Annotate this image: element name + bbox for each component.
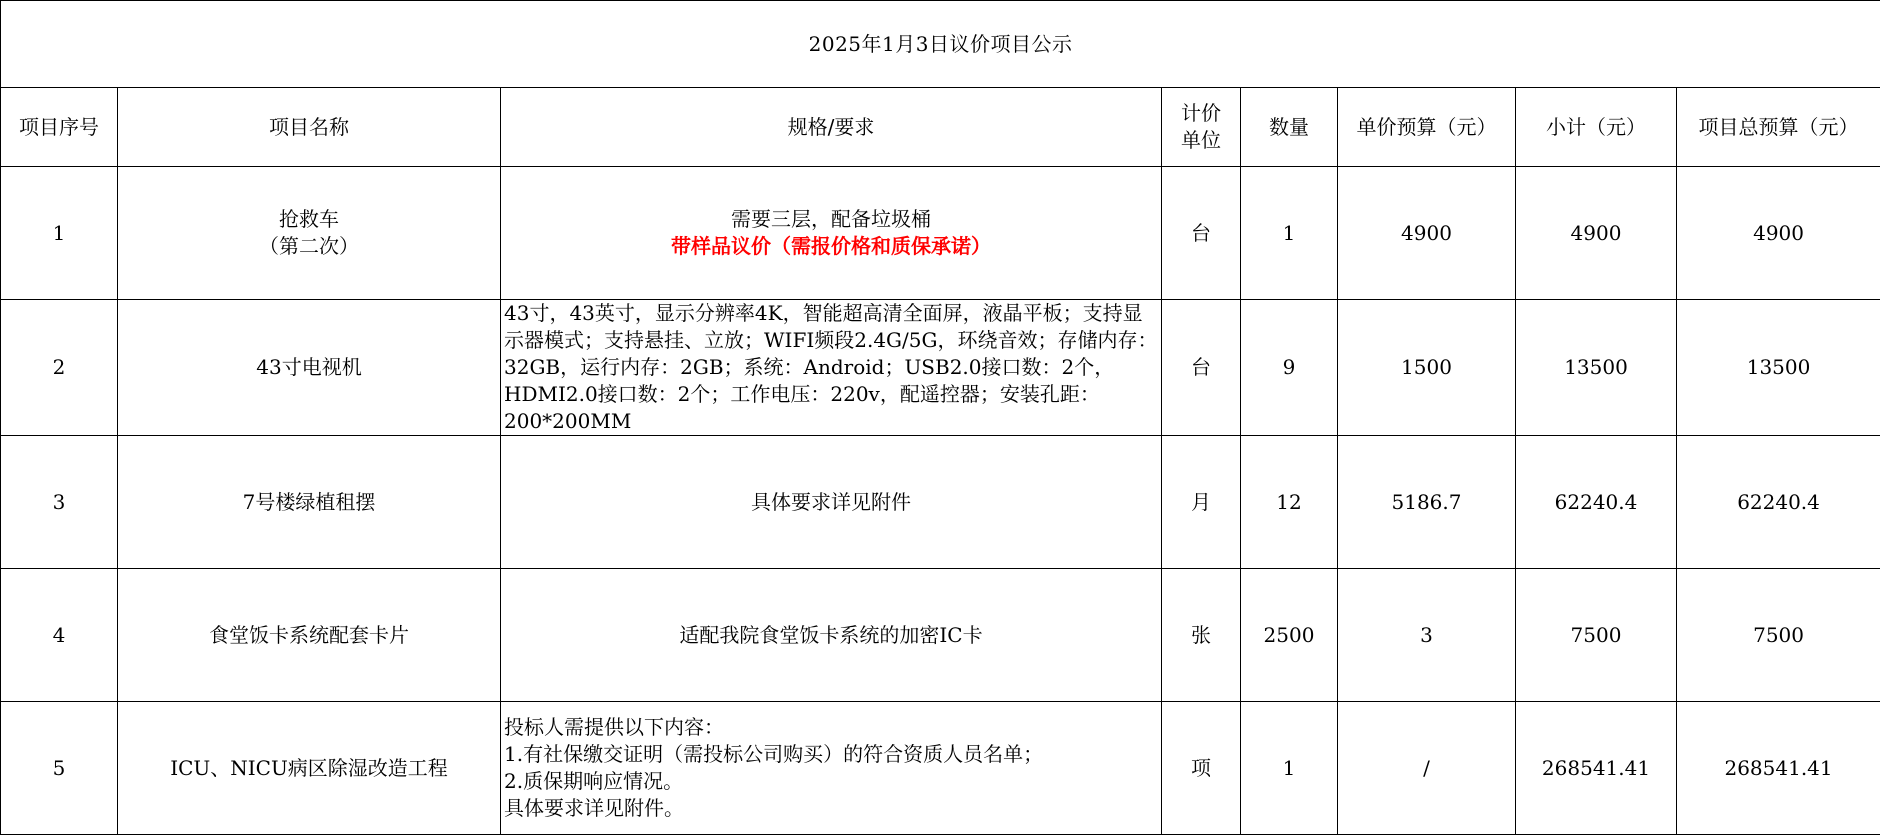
- cell-qty: 1: [1241, 702, 1338, 835]
- header-row: [1, 88, 1880, 167]
- table-row: [1, 167, 1880, 300]
- cell-name: ICU、NICU病区除湿改造工程: [118, 702, 501, 835]
- page-title: 2025年1月3日议价项目公示: [1, 1, 1880, 88]
- cell-unit-price: 1500: [1338, 300, 1516, 436]
- cell-seq: 4: [1, 569, 118, 702]
- cell-name: [118, 167, 501, 300]
- cell-unit: 月: [1162, 436, 1241, 569]
- header-unit-price: 单价预算（元）: [1338, 88, 1516, 167]
- cell-qty: 9: [1241, 300, 1338, 436]
- header-unit-line2: 单位: [1181, 128, 1221, 152]
- cell-spec-line: 需要三层，配备垃圾桶: [731, 207, 931, 231]
- cell-subtotal: 62240.4: [1516, 436, 1677, 569]
- header-seq: 项目序号: [1, 88, 118, 167]
- cell-spec-line: 投标人需提供以下内容：: [504, 715, 724, 739]
- cell-spec-line: 2.质保期响应情况。: [504, 769, 684, 793]
- cell-spec: 适配我院食堂饭卡系统的加密IC卡: [501, 569, 1162, 702]
- header-unit-line1: 计价: [1181, 101, 1221, 125]
- cell-seq: 1: [1, 167, 118, 300]
- table-row: [1, 569, 1880, 702]
- cell-unit-price: /: [1338, 702, 1516, 835]
- cell-seq: 5: [1, 702, 118, 835]
- table-row: [1, 436, 1880, 569]
- cell-name: 7号楼绿植租摆: [118, 436, 501, 569]
- cell-name: 食堂饭卡系统配套卡片: [118, 569, 501, 702]
- header-total: 项目总预算（元）: [1677, 88, 1880, 167]
- cell-unit-price: 5186.7: [1338, 436, 1516, 569]
- cell-unit: 张: [1162, 569, 1241, 702]
- cell-spec-highlight: 带样品议价（需报价格和质保承诺）: [671, 234, 991, 258]
- cell-total: 4900: [1677, 167, 1880, 300]
- cell-total: 62240.4: [1677, 436, 1880, 569]
- cell-spec: [501, 167, 1162, 300]
- cell-qty: 1: [1241, 167, 1338, 300]
- table-row: [1, 702, 1880, 835]
- cell-name-line1: 抢救车: [279, 207, 339, 231]
- header-name: 项目名称: [118, 88, 501, 167]
- header-unit: [1162, 88, 1241, 167]
- cell-qty: 2500: [1241, 569, 1338, 702]
- header-spec: 规格/要求: [501, 88, 1162, 167]
- cell-total: 7500: [1677, 569, 1880, 702]
- cell-seq: 2: [1, 300, 118, 436]
- header-qty: 数量: [1241, 88, 1338, 167]
- table-row: [1, 300, 1880, 436]
- cell-spec: 43寸，43英寸，显示分辨率4K，智能超高清全面屏，液晶平板；支持显示器模式；支持悬挂、立放；WIFI频段2.4G/5G，环绕音效；存储内存：32GB，运行内存：2GB；系统：Android；USB2.0接口数：2个，HDMI2.0接口数：2个；工作电压：220v，配遥控器；安装孔距：200*200MM: [501, 300, 1162, 436]
- cell-spec: 具体要求详见附件: [501, 436, 1162, 569]
- cell-qty: 12: [1241, 436, 1338, 569]
- cell-subtotal: 7500: [1516, 569, 1677, 702]
- cell-unit: 台: [1162, 167, 1241, 300]
- cell-subtotal: 4900: [1516, 167, 1677, 300]
- cell-subtotal: 13500: [1516, 300, 1677, 436]
- cell-unit-price: 3: [1338, 569, 1516, 702]
- cell-name-line2: （第二次）: [259, 234, 359, 258]
- cell-subtotal: 268541.41: [1516, 702, 1677, 835]
- cell-total: 268541.41: [1677, 702, 1880, 835]
- cell-spec-line: 具体要求详见附件。: [504, 796, 684, 820]
- cell-unit: 台: [1162, 300, 1241, 436]
- cell-name: 43寸电视机: [118, 300, 501, 436]
- header-subtotal: 小计（元）: [1516, 88, 1677, 167]
- cell-spec: [501, 702, 1162, 835]
- cell-unit-price: 4900: [1338, 167, 1516, 300]
- title-row: [1, 1, 1880, 88]
- cell-unit: 项: [1162, 702, 1241, 835]
- cell-spec-line: 1.有社保缴交证明（需投标公司购买）的符合资质人员名单；: [504, 742, 1044, 766]
- cell-seq: 3: [1, 436, 118, 569]
- cell-total: 13500: [1677, 300, 1880, 436]
